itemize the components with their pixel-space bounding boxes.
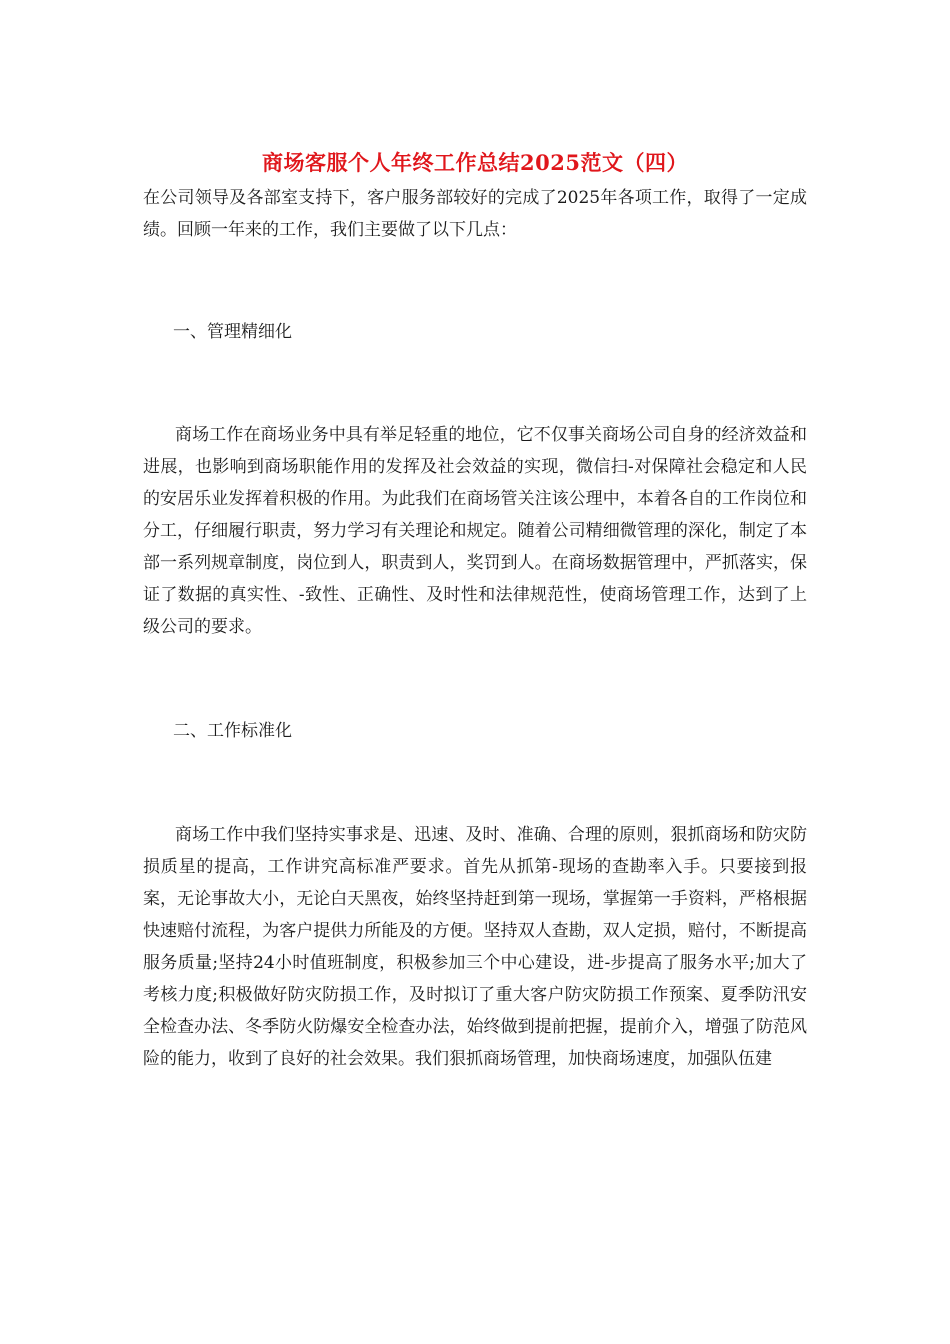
document-title: 商场客服个人年终工作总结2025范文（四） xyxy=(262,150,688,175)
section-heading-1: 一、管理精细化 xyxy=(173,322,292,342)
document-page xyxy=(143,148,807,1075)
section-heading-2: 二、工作标准化 xyxy=(173,721,292,741)
spacer xyxy=(143,747,807,819)
spacer xyxy=(143,246,807,316)
spacer xyxy=(143,643,807,715)
section-body-1: 商场工作在商场业务中具有举足轻重的地位，它不仅事关商场公司自身的经济效益和进展，也影响到商场职能作用的发挥及社会效益的实现，微信扫-对保障社会稳定和人民的安居乐业发挥着积极的作用。为此我们在商场管关注该公理中，本着各自的工作岗位和分工，仔细履行职责，努力学习有关理论和规定。随着公司精细微管理的深化，制定了本部一系列规章制度，岗位到人，职责到人，奖罚到人。在商场数据管理中，严抓落实，保证了数据的真实性、-致性、正确性、及时性和法律规范性，使商场管理工作，达到了上级公司的要求。 xyxy=(143,425,807,637)
section-body-2: 商场工作中我们坚持实事求是、迅速、及时、准确、合理的原则，狠抓商场和防灾防损质星的提高，工作讲究高标准严要求。首先从抓第-现场的查勘率入手。只要接到报案，无论事故大小，无论白天黑夜，始终坚持赶到第一现场，掌握第一手资料，严格根据快速赔付流程，为客户提供力所能及的方便。坚持双人查勘，双人定损，赔付，不断提高服务质量;坚持24小时值班制度，积极参加三个中心建设，进-步提高了服务水平;加大了考核力度;积极做好防灾防损工作，及时拟订了重大客户防灾防损工作预案、夏季防汛安全检查办法、冬季防火防爆安全检查办法，始终做到提前把握，提前介入，增强了防范风险的能力，收到了良好的社会效果。我们狠抓商场管理，加快商场速度，加强队伍建 xyxy=(143,825,807,1069)
spacer xyxy=(143,348,807,419)
intro-paragraph: 在公司领导及各部室支持下，客户服务部较好的完成了2025年各项工作，取得了一定成绩。回顾一年来的工作，我们主要做了以下几点： xyxy=(143,188,807,240)
